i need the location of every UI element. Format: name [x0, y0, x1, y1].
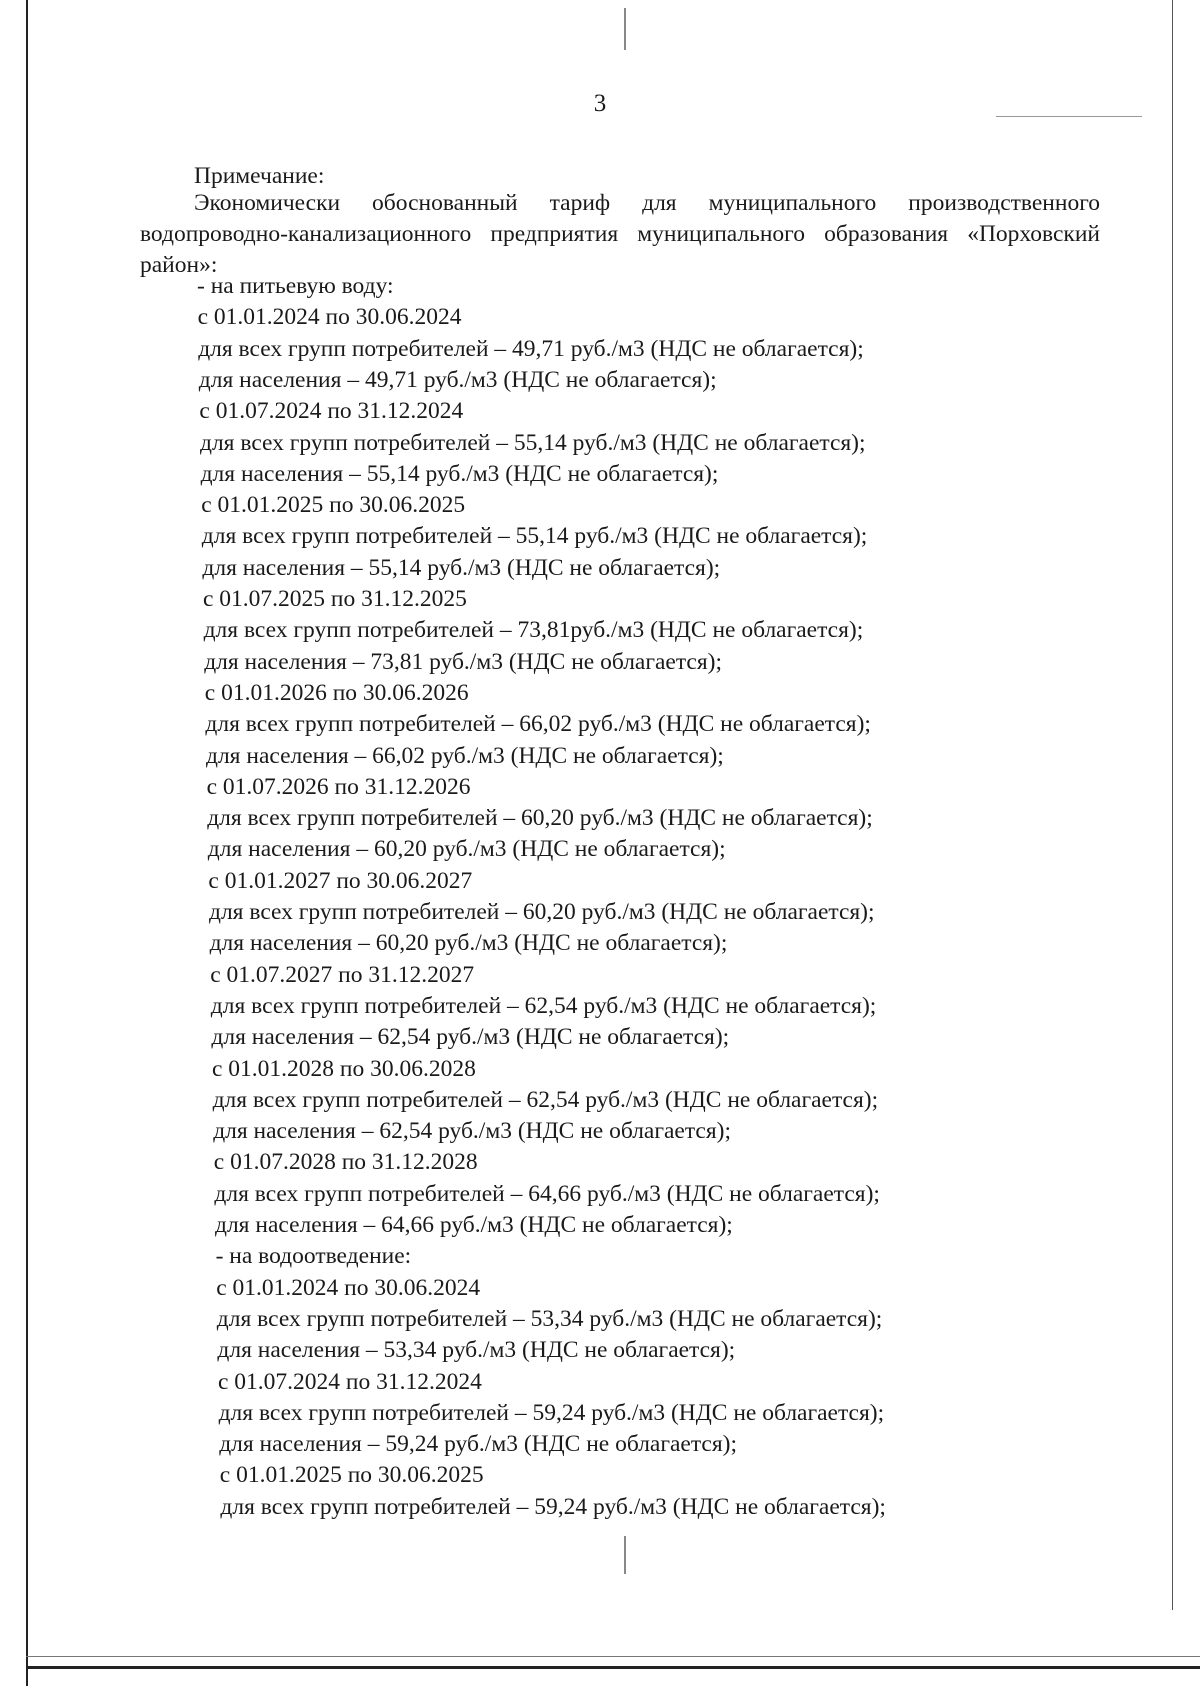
period-line: с 01.01.2028 по 30.06.2028	[212, 1055, 476, 1082]
population-rate: для населения – 49,71 руб./м3 (НДС не облагается);	[198, 366, 717, 393]
period-line: с 01.07.2027 по 31.12.2027	[210, 961, 475, 988]
population-rate: для населения – 73,81 руб./м3 (НДС не облагается);	[204, 648, 723, 675]
period-line: с 01.07.2024 по 31.12.2024	[199, 398, 464, 425]
population-rate: для населения – 66,02 руб./м3 (НДС не облагается);	[206, 742, 724, 769]
population-rate: для населения – 53,34 руб./м3 (НДС не облагается);	[217, 1337, 736, 1364]
all-consumers-rate: для всех групп потребителей – 62,54 руб./м3 (НДС не облагается);	[210, 992, 877, 1019]
population-rate: для населения – 59,24 руб./м3 (НДС не облагается);	[219, 1431, 738, 1458]
population-rate: для населения – 60,20 руб./м3 (НДС не облагается);	[209, 930, 728, 957]
population-rate: для населения – 64,66 руб./м3 (НДС не облагается);	[215, 1212, 733, 1238]
all-consumers-rate: для всех групп потребителей – 59,24 руб./м3 (НДС не облагается);	[220, 1493, 886, 1520]
binding-mark-top	[624, 8, 626, 50]
scan-edge-bottom	[26, 1666, 1200, 1669]
population-rate: для населения – 55,14 руб./м3 (НДС не облагается);	[200, 460, 719, 487]
all-consumers-rate: для всех групп потребителей – 73,81руб./м3 (НДС не облагается);	[203, 617, 864, 644]
note-heading: Примечание:	[194, 163, 325, 189]
all-consumers-rate: для всех групп потребителей – 66,02 руб./м3 (НДС не облагается);	[205, 711, 871, 738]
section-heading: - на питьевую воду:	[197, 273, 394, 299]
scan-edge-left	[26, 0, 28, 1686]
section-heading: - на водоотведение:	[215, 1243, 412, 1270]
period-line: с 01.07.2026 по 31.12.2026	[206, 773, 471, 800]
period-line: с 01.01.2027 по 30.06.2027	[208, 867, 473, 894]
population-rate: для населения – 60,20 руб./м3 (НДС не облагается);	[207, 836, 726, 863]
intro-paragraph: Экономически обоснованный тариф для муниципального производственного водопроводно-канализационного предприятия муниципального образования «Порховский район»:	[140, 190, 1100, 278]
all-consumers-rate: для всех групп потребителей – 60,20 руб./м3 (НДС не облагается);	[209, 899, 875, 925]
scan-edge-right	[1172, 0, 1173, 1610]
population-rate: для населения – 62,54 руб./м3 (НДС не облагается);	[211, 1024, 730, 1051]
period-line: с 01.01.2026 по 30.06.2026	[204, 679, 469, 706]
period-line: с 01.01.2025 по 30.06.2025	[201, 492, 466, 519]
all-consumers-rate: для всех групп потребителей – 55,14 руб./м3 (НДС не облагается);	[201, 523, 868, 550]
population-rate: для населения – 62,54 руб./м3 (НДС не облагается);	[213, 1118, 732, 1145]
all-consumers-rate: для всех групп потребителей – 55,14 руб./м3 (НДС не облагается);	[200, 429, 866, 456]
scan-edge-bottom-inner	[26, 1656, 1200, 1657]
all-consumers-rate: для всех групп потребителей – 60,20 руб./м3 (НДС не облагается);	[207, 805, 873, 832]
period-line: с 01.07.2028 по 31.12.2028	[213, 1149, 478, 1176]
all-consumers-rate: для всех групп потребителей – 59,24 руб./м3 (НДС не облагается);	[218, 1399, 885, 1426]
period-line: с 01.01.2025 по 30.06.2025	[219, 1462, 484, 1489]
all-consumers-rate: для всех групп потребителей – 64,66 руб./м3 (НДС не облагается);	[214, 1180, 880, 1207]
population-rate: для населения – 55,14 руб./м3 (НДС не облагается);	[202, 554, 721, 581]
period-line: с 01.01.2024 по 30.06.2024	[216, 1274, 481, 1301]
all-consumers-rate: для всех групп потребителей – 62,54 руб./м3 (НДС не облагается);	[212, 1086, 879, 1113]
binding-mark-bottom	[624, 1536, 626, 1574]
period-line: с 01.07.2024 по 31.12.2024	[218, 1368, 482, 1395]
page-number: 3	[593, 90, 607, 117]
period-line: с 01.07.2025 по 31.12.2025	[203, 586, 467, 612]
period-line: с 01.01.2024 по 30.06.2024	[197, 304, 462, 331]
all-consumers-rate: для всех групп потребителей – 49,71 руб./м3 (НДС не облагается);	[198, 335, 864, 362]
all-consumers-rate: для всех групп потребителей – 53,34 руб./м3 (НДС не облагается);	[216, 1305, 883, 1332]
